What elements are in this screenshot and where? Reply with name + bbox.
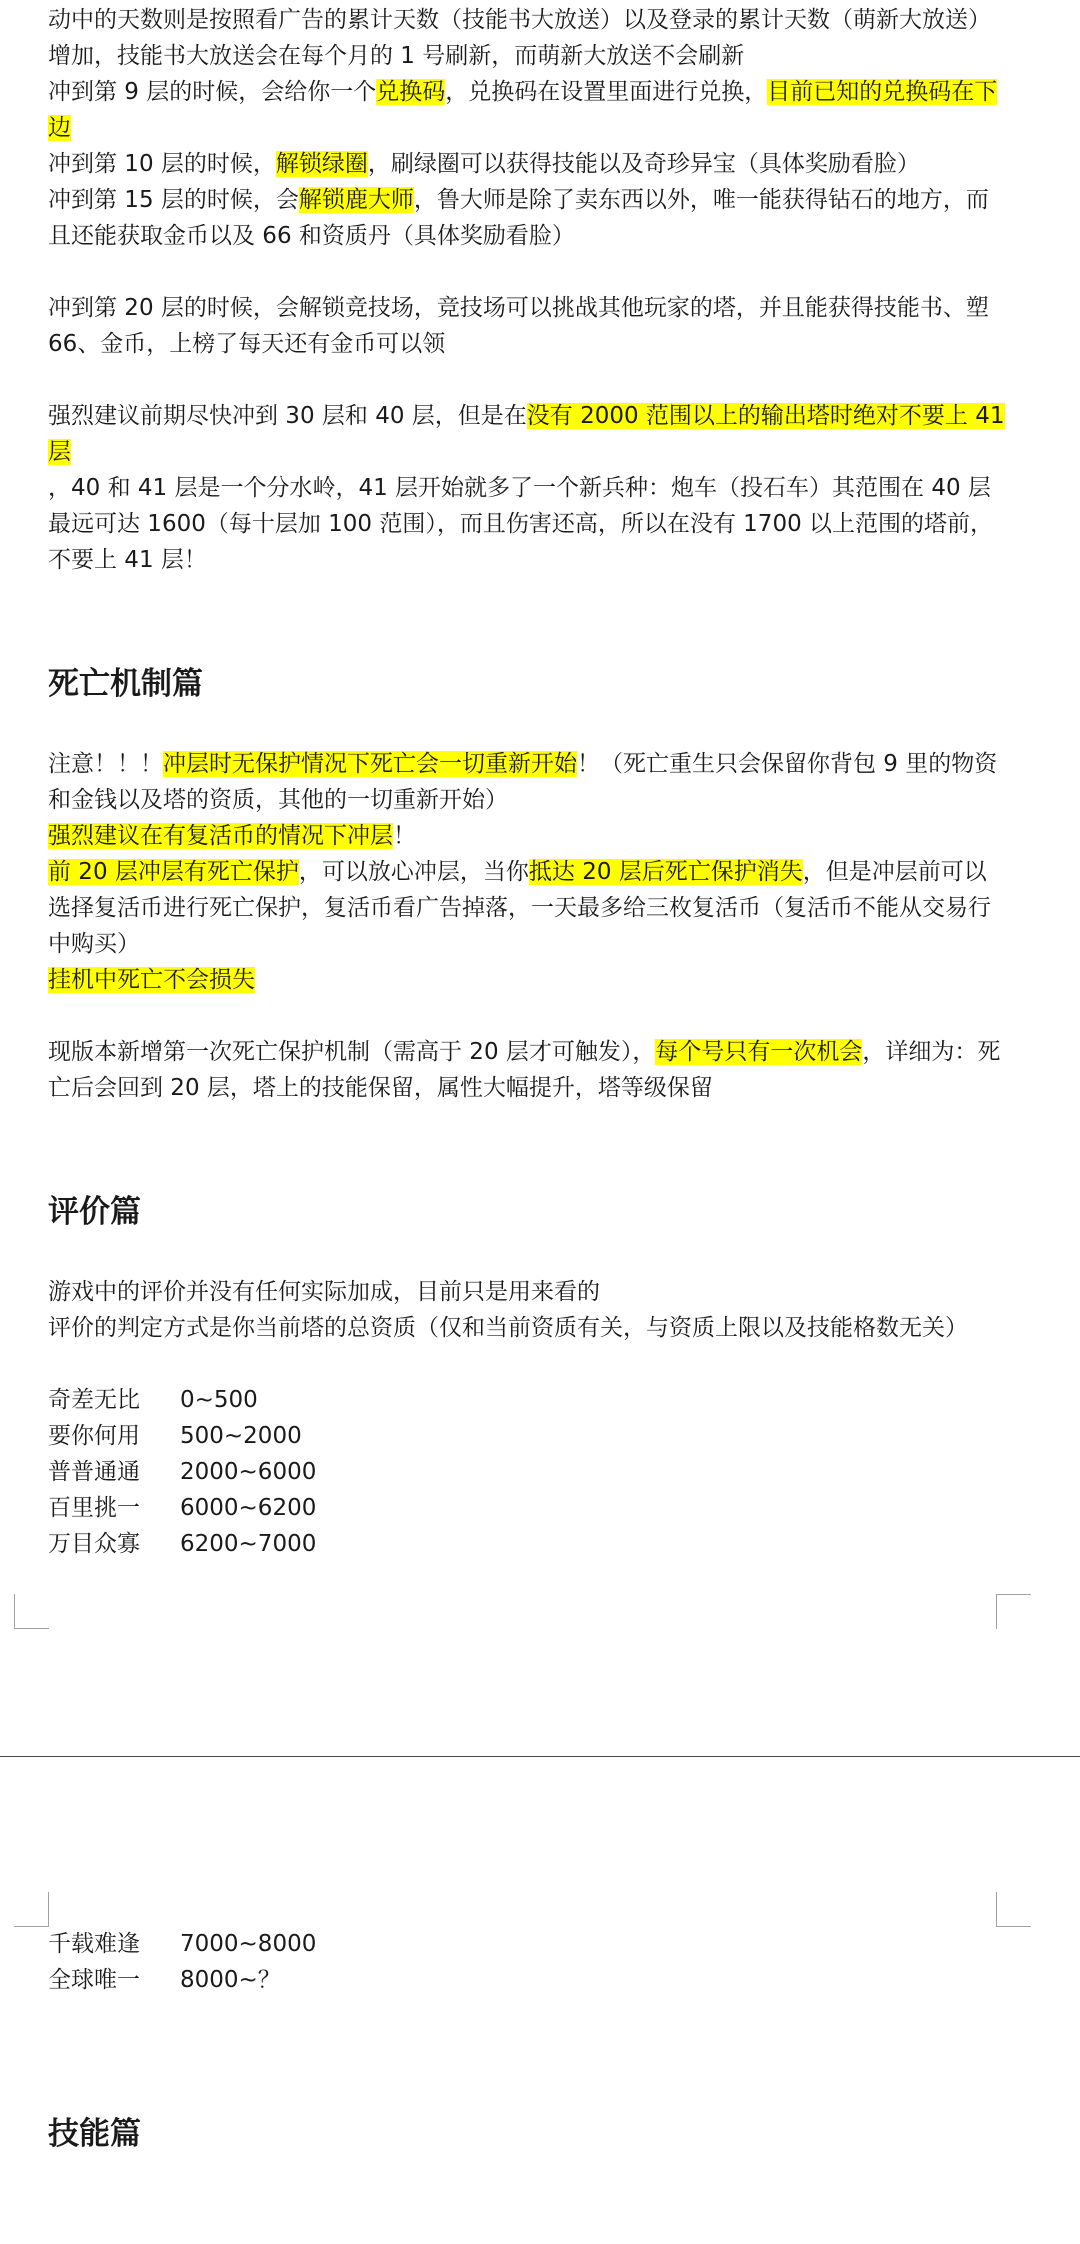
text-run: ，40 和 41 层是一个分水岭，41 层开始就多了一个新兵种：炮车（投石车）其范围在 40 层最远可达 1600（每十层加 100 范围），而且伤害还高，所以在没有 1700 以上范围的塔前，不要上 41 层！ [48, 475, 994, 573]
highlighted-text: 没有 2000 范围以上的输出塔时绝对不要上 41 层 [48, 403, 1005, 465]
rating-row [48, 1418, 1008, 1454]
rating-range: 6000~6200 [180, 1495, 317, 1521]
rating-table [48, 1382, 1008, 1562]
highlighted-text: 抵达 20 层后死亡保护消失 [528, 859, 803, 885]
rating-range: 6200~7000 [180, 1531, 317, 1557]
text-run: ！ [393, 823, 416, 849]
highlighted-text: 目前已知的兑换码在下边 [48, 79, 998, 141]
paragraph-death-warning [48, 746, 1008, 818]
rating-range: 2000~6000 [180, 1459, 317, 1485]
highlighted-text: 冲层时无保护情况下死亡会一切重新开始 [163, 751, 577, 777]
paragraph-floor-10 [48, 146, 1008, 182]
text-run: ，可以放心冲层，当你 [298, 859, 529, 885]
text-run: ，但是冲层前可以选择复活币进行死亡保护，复活币看广告掉落，一天最多给三枚复活币（复活币不能从交易行中购买） [48, 859, 991, 957]
rating-range: 8000~？ [180, 1967, 281, 1993]
heading-death-mechanism: 死亡机制篇 [48, 666, 203, 702]
paragraph-floor-9 [48, 74, 1008, 146]
text-run: 注意！！！ [48, 751, 163, 777]
highlighted-text: 兑换码 [376, 79, 446, 105]
highlighted-text: 每个号只有一次机会 [655, 1039, 863, 1065]
text-run: 现版本新增第一次死亡保护机制（需高于 20 层才可触发）， [48, 1039, 656, 1065]
heading-rating: 评价篇 [48, 1194, 141, 1230]
paragraph-floor-15 [48, 182, 1008, 254]
highlighted-text: 前 20 层冲层有死亡保护 [48, 859, 299, 885]
text-run: 动中的天数则是按照看广告的累计天数（技能书大放送）以及登录的累计天数（萌新大放送）增加，技能书大放送会在每个月的 1 号刷新，而萌新大放送不会刷新 [48, 7, 991, 69]
paragraph-first-protection [48, 1034, 1008, 1106]
paragraph-rating-method: 评价的判定方式是你当前塔的总资质（仅和当前资质有关，与资质上限以及技能格数无关） [48, 1315, 968, 1341]
text-run: 冲到第 15 层的时候，会 [48, 187, 299, 213]
rating-name: 全球唯一 [48, 1967, 140, 1993]
heading-skills: 技能篇 [48, 2116, 141, 2152]
rating-range: 7000~8000 [180, 1931, 317, 1957]
rating-row [48, 1962, 1008, 1998]
text-run: 冲到第 20 层的时候，会解锁竞技场，竞技场可以挑战其他玩家的塔，并且能获得技能书、塑 66、金币，上榜了每天还有金币可以领 [48, 295, 989, 357]
page-margin-corner-top-left [14, 1892, 49, 1927]
page-2-content [48, 1926, 1008, 2158]
paragraph-idle-death [48, 962, 1008, 998]
text-run: 冲到第 9 层的时候，会给你一个 [48, 79, 377, 105]
text-run: ，刷绿圈可以获得技能以及奇珍异宝（具体奖励看脸） [367, 151, 920, 177]
page-1-content [48, 2, 1008, 1562]
document-page-2 [0, 1762, 1080, 2244]
paragraph-floor-20 [48, 290, 1008, 362]
rating-name: 奇差无比 [48, 1387, 140, 1413]
paragraph-death-protection [48, 854, 1008, 962]
rating-row [48, 1490, 1008, 1526]
highlighted-text: 挂机中死亡不会损失 [48, 967, 255, 993]
text-run: 冲到第 10 层的时候， [48, 151, 276, 177]
paragraph-floor-41 [48, 470, 1008, 578]
rating-name: 万目众寡 [48, 1531, 140, 1557]
highlighted-text: 解锁绿圈 [275, 151, 368, 177]
rating-name: 千载难逢 [48, 1931, 140, 1957]
rating-row [48, 1454, 1008, 1490]
highlighted-text: 解锁鹿大师 [298, 187, 414, 213]
text-run: ，鲁大师是除了卖东西以外，唯一能获得钻石的地方，而且还能获取金币以及 66 和资质丹（具体奖励看脸） [48, 187, 989, 249]
paragraph-rating-note: 游戏中的评价并没有任何实际加成，目前只是用来看的 [48, 1279, 600, 1305]
paragraph-revive-coin [48, 818, 1008, 854]
rating-name: 要你何用 [48, 1423, 140, 1449]
text-run: ，兑换码在设置里面进行兑换， [445, 79, 768, 105]
rating-name: 普普通通 [48, 1459, 140, 1485]
highlighted-text: 强烈建议在有复活币的情况下冲层 [48, 823, 393, 849]
rating-row [48, 1382, 1008, 1418]
rating-range: 0~500 [180, 1387, 258, 1413]
text-run: ！（死亡重生只会保留你背包 9 里的物资和金钱以及塔的资质，其他的一切重新开始） [48, 751, 998, 813]
rating-row [48, 1526, 1008, 1562]
rating-row [48, 1926, 1008, 1962]
paragraph-floor-advice [48, 398, 1008, 470]
text-run: ，详细为：死亡后会回到 20 层，塔上的技能保留，属性大幅提升，塔等级保留 [48, 1039, 1001, 1101]
paragraph-growth-days [48, 2, 1008, 74]
rating-name: 百里挑一 [48, 1495, 140, 1521]
text-run: 强烈建议前期尽快冲到 30 层和 40 层，但是在 [48, 403, 527, 429]
page-margin-corner-bottom-left [14, 1594, 49, 1629]
page-margin-corner-top-right [996, 1892, 1031, 1927]
rating-range: 500~2000 [180, 1423, 302, 1449]
page-margin-corner-bottom-right [996, 1594, 1031, 1629]
